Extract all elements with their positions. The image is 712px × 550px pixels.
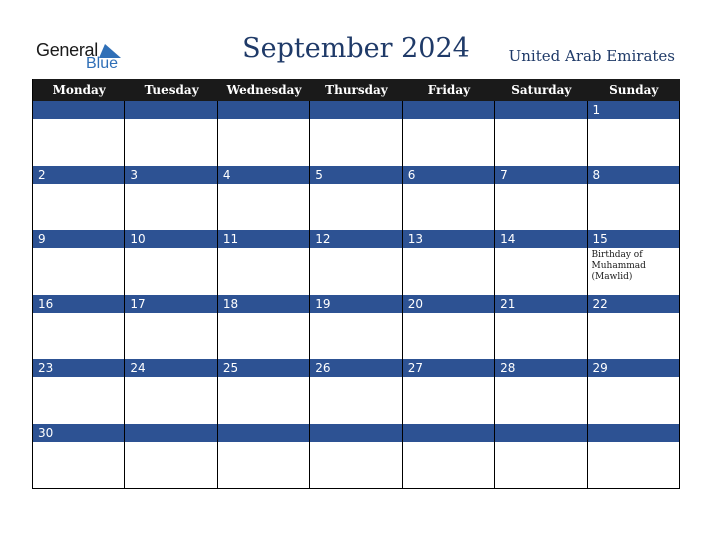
day-number: [125, 424, 216, 442]
day-cell: [403, 359, 495, 424]
day-cell: [495, 101, 587, 166]
day-number: 12: [310, 230, 401, 248]
day-cell: [310, 359, 402, 424]
day-number: [588, 424, 679, 442]
day-cell: [125, 424, 217, 489]
weekday-header: [33, 79, 680, 101]
day-number: 15: [588, 230, 679, 248]
day-cell: [125, 359, 217, 424]
page-title: September 2024: [242, 33, 470, 64]
day-cell: [33, 424, 125, 489]
day-number: 2: [33, 166, 124, 184]
day-number: 25: [218, 359, 309, 377]
day-number: [495, 101, 586, 119]
logo-blue-text: Blue: [86, 55, 119, 72]
day-number: 7: [495, 166, 586, 184]
week-row: [33, 101, 680, 166]
day-number: 8: [588, 166, 679, 184]
day-cell: [403, 295, 495, 360]
day-cell: [495, 230, 587, 295]
day-cell: [218, 424, 310, 489]
day-number: [403, 101, 494, 119]
calendar-grid: [32, 79, 680, 489]
weekday-friday: Friday: [427, 83, 471, 97]
day-number: [218, 424, 309, 442]
day-number: 6: [403, 166, 494, 184]
week-row: [33, 359, 680, 424]
day-number: [403, 424, 494, 442]
day-cell: [33, 166, 125, 231]
day-cell: [588, 101, 680, 166]
week-row: [33, 424, 680, 489]
day-number: 17: [125, 295, 216, 313]
day-number: 21: [495, 295, 586, 313]
day-cell: [218, 230, 310, 295]
day-cell: [218, 295, 310, 360]
day-cell: [588, 295, 680, 360]
day-number: 14: [495, 230, 586, 248]
country-label: United Arab Emirates: [508, 47, 675, 65]
day-cell: [33, 230, 125, 295]
logo-general-text: General: [36, 40, 98, 60]
weekday-saturday: Saturday: [511, 83, 572, 97]
day-cell: [33, 295, 125, 360]
day-number: 29: [588, 359, 679, 377]
day-cell: [33, 101, 125, 166]
day-number: 10: [125, 230, 216, 248]
day-cell: [403, 166, 495, 231]
day-number: 18: [218, 295, 309, 313]
day-cell: [310, 295, 402, 360]
day-number: 23: [33, 359, 124, 377]
day-number: 19: [310, 295, 401, 313]
day-cell: [218, 166, 310, 231]
day-cell: [403, 101, 495, 166]
day-cell: [495, 359, 587, 424]
day-cell: [310, 101, 402, 166]
day-cell: [33, 359, 125, 424]
day-number: 11: [218, 230, 309, 248]
day-cell: [588, 166, 680, 231]
day-number: 1: [588, 101, 679, 119]
day-cell: [588, 359, 680, 424]
day-number: 20: [403, 295, 494, 313]
weekday-wednesday: Wednesday: [226, 83, 302, 97]
day-cell: [310, 424, 402, 489]
holiday-event: Birthday of Muhammad (Mawlid): [591, 250, 646, 283]
day-number: 22: [588, 295, 679, 313]
day-cell: [218, 101, 310, 166]
day-cell: [125, 101, 217, 166]
day-number: 26: [310, 359, 401, 377]
weekday-sunday: Sunday: [609, 83, 659, 97]
day-number: 13: [403, 230, 494, 248]
day-number: 9: [33, 230, 124, 248]
day-cell: [125, 295, 217, 360]
day-cell: [403, 424, 495, 489]
day-number: 28: [495, 359, 586, 377]
day-cell: [403, 230, 495, 295]
day-number: 5: [310, 166, 401, 184]
day-cell: [125, 230, 217, 295]
day-number: [310, 101, 401, 119]
day-number: 27: [403, 359, 494, 377]
day-cell: [495, 424, 587, 489]
week-row: [33, 230, 680, 295]
day-number: 30: [33, 424, 124, 442]
weeks-container: [33, 101, 680, 489]
day-cell: [218, 359, 310, 424]
day-number: 3: [125, 166, 216, 184]
day-cell: [588, 230, 680, 295]
day-number: [218, 101, 309, 119]
day-number: [310, 424, 401, 442]
weekday-thursday: Thursday: [325, 83, 388, 97]
day-number: [125, 101, 216, 119]
day-number: 24: [125, 359, 216, 377]
day-number: [33, 101, 124, 119]
day-number: 16: [33, 295, 124, 313]
day-cell: [495, 295, 587, 360]
weekday-tuesday: Tuesday: [144, 83, 199, 97]
weekday-monday: Monday: [52, 83, 106, 97]
day-cell: [310, 166, 402, 231]
week-row: [33, 295, 680, 360]
day-cell: [495, 166, 587, 231]
day-cell: [310, 230, 402, 295]
week-row: [33, 166, 680, 231]
day-number: 4: [218, 166, 309, 184]
day-cell: [125, 166, 217, 231]
day-cell: [588, 424, 680, 489]
day-number: [495, 424, 586, 442]
